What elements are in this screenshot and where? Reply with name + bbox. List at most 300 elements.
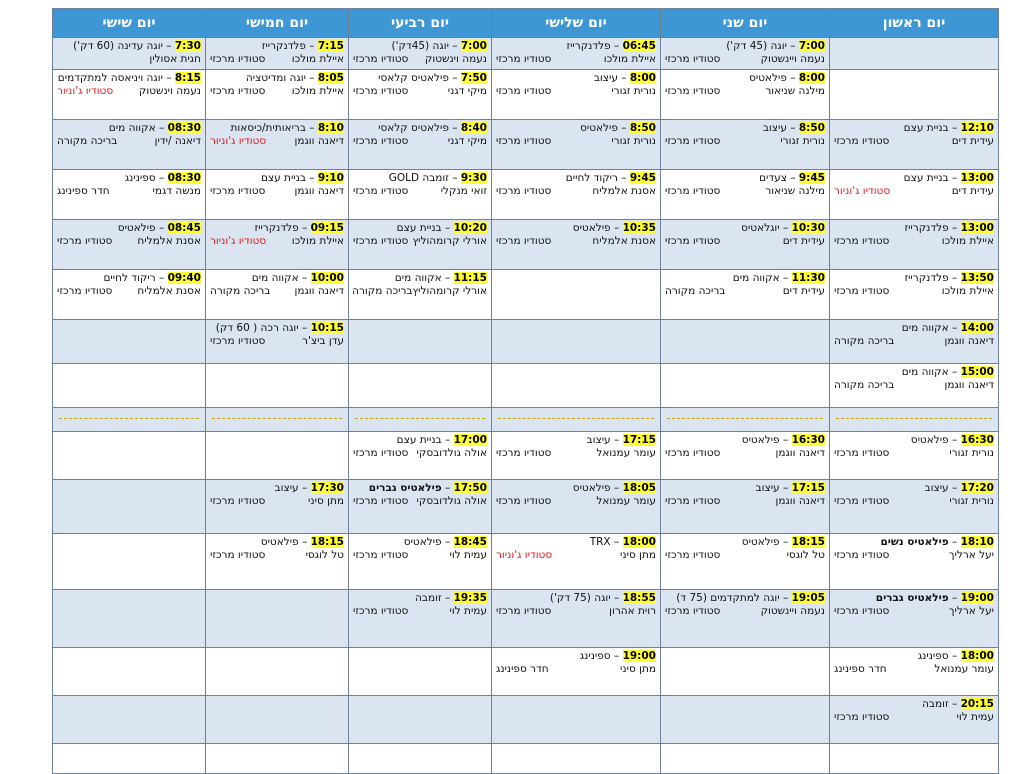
room-name: סטודיו מרכזי (210, 85, 266, 97)
class-cell (830, 320, 999, 364)
instructor-name: עידית דים (951, 185, 994, 197)
class-details-line (353, 549, 487, 562)
class-details-line (834, 285, 994, 298)
class-entry (53, 220, 205, 249)
class-entry (830, 170, 998, 199)
instructor-name: עומר עמנואל (934, 663, 994, 675)
class-name: בניית עצם (396, 434, 442, 446)
instructor-name: מתן סיני (620, 549, 656, 561)
class-entry (206, 220, 348, 249)
class-name: ספינינג (917, 650, 949, 662)
class-title-line: 06:45 – פלדנקרייז (566, 40, 656, 52)
room-name: סטודיו מרכזי (496, 447, 552, 459)
room-name: סטודיו מרכזי (665, 85, 721, 97)
room-name: סטודיו מרכזי (353, 549, 409, 561)
separator-cell (661, 408, 830, 432)
class-details-line (353, 85, 487, 98)
class-cell (349, 534, 492, 590)
class-name: בריאותית/כיסאות (230, 122, 306, 134)
class-title-line: 08:30 – אקווה מים (108, 122, 201, 134)
class-time: 17:00 (453, 434, 487, 446)
class-name: זומבה GOLD (388, 172, 449, 184)
dashed-separator (59, 415, 199, 419)
instructor-name: עידית דים (782, 285, 825, 297)
class-entry (830, 480, 998, 509)
class-entry (349, 432, 491, 461)
class-name: פלדנקרייז (566, 40, 611, 52)
class-title-line: 12:10 – בניית עצם (903, 122, 994, 134)
instructor-name: נעמה ויינשטוק (760, 53, 825, 65)
class-entry (206, 534, 348, 563)
class-cell (349, 432, 492, 480)
class-details-line (210, 285, 344, 298)
room-name: סטודיו מרכזי (834, 235, 890, 247)
room-name: סטודיו מרכזי (834, 549, 890, 561)
class-name: פילאטיס (117, 222, 156, 234)
separator-cell (830, 408, 999, 432)
class-cell (53, 70, 206, 120)
class-details-line (353, 135, 487, 148)
class-time: 15:00 (960, 366, 994, 378)
class-details-line (353, 53, 487, 66)
class-entry (492, 220, 660, 249)
instructor-name: מתן סיני (308, 495, 344, 507)
class-cell (206, 220, 349, 270)
schedule-row (53, 590, 999, 648)
room-name: סטודיו מרכזי (496, 85, 552, 97)
class-details-line (210, 335, 344, 348)
class-details-line (496, 235, 656, 248)
class-name: יוגה ויניאסה למתקדמים (57, 72, 163, 84)
class-time: 8:50 (798, 122, 825, 134)
class-name: יוגה רכה ( 60 דק) (215, 322, 299, 334)
room-name: סטודיו מרכזי (665, 235, 721, 247)
class-title-line: 14:00 – אקווה מים (901, 322, 994, 334)
class-details-line (210, 53, 344, 66)
class-name: אקווה מים (732, 272, 780, 284)
class-cell (53, 120, 206, 170)
room-name: סטודיו מרכזי (210, 53, 266, 65)
class-name: פילאטיס (741, 434, 780, 446)
class-cell (661, 170, 830, 220)
class-cell (830, 120, 999, 170)
class-cell (492, 70, 661, 120)
class-cell (206, 170, 349, 220)
class-title-line: 08:45 – פילאטיס (117, 222, 201, 234)
empty-cell (661, 648, 830, 696)
dashed-separator (212, 415, 342, 419)
class-time: 9:30 (460, 172, 487, 184)
room-name: סטודיו ג'וניור (834, 185, 891, 197)
class-details-line (834, 379, 994, 392)
day-header-sunday: יום ראשון (830, 9, 999, 38)
room-name: סטודיו מרכזי (834, 495, 890, 507)
room-name: סטודיו מרכזי (353, 235, 409, 247)
class-title-line: 16:30 – פילאטיס (741, 434, 825, 446)
class-title-line: 18:45 – פילאטיס (403, 536, 487, 548)
room-name: סטודיו מרכזי (665, 135, 721, 147)
class-time: 18:00 (622, 536, 656, 548)
empty-cell (349, 364, 492, 408)
class-time: 18:55 (622, 592, 656, 604)
weekly-schedule-table (52, 8, 999, 774)
room-name: חדר ספינינג (57, 185, 110, 197)
class-entry (53, 270, 205, 299)
day-header-thursday: יום חמישי (206, 9, 349, 38)
room-name: סטודיו מרכזי (496, 605, 552, 617)
instructor-name: עידית דים (782, 235, 825, 247)
class-time: 19:00 (960, 592, 994, 604)
class-time: 08:30 (167, 122, 201, 134)
class-title-line: 7:00 – יוגה (45דק') (391, 40, 487, 52)
class-details-line (665, 185, 825, 198)
empty-cell (53, 648, 206, 696)
class-entry (830, 364, 998, 393)
class-name: ספינינג (124, 172, 156, 184)
class-time: 10:35 (622, 222, 656, 234)
class-time: 9:45 (798, 172, 825, 184)
instructor-name: טל לוגסי (305, 549, 344, 561)
separator-cell (206, 408, 349, 432)
class-entry (830, 320, 998, 349)
class-details-line (665, 285, 825, 298)
class-title-line: 11:30 – אקווה מים (732, 272, 825, 284)
room-name: סטודיו מרכזי (665, 185, 721, 197)
class-title-line: 8:10 – בריאותית/כיסאות (230, 122, 344, 134)
class-details-line (665, 495, 825, 508)
room-name: סטודיו מרכזי (496, 495, 552, 507)
room-name: סטודיו מרכזי (834, 285, 890, 297)
class-time: 13:00 (960, 172, 994, 184)
instructor-name: מילנה שניאור (765, 185, 825, 197)
class-name: פילאטיס (403, 536, 442, 548)
room-name: סטודיו מרכזי (496, 235, 552, 247)
instructor-name: נורית זגורי (780, 135, 825, 147)
class-details-line (496, 185, 656, 198)
room-name: סטודיו מרכזי (353, 495, 409, 507)
class-title-line: 8:40 – פילאטיס קלאסי (378, 122, 487, 134)
class-entry (830, 534, 998, 563)
class-time: 10:15 (310, 322, 344, 334)
dashed-separator (355, 415, 485, 419)
class-cell (830, 696, 999, 744)
class-name: פילאטיס קלאסי (378, 122, 449, 134)
room-name: סטודיו מרכזי (210, 335, 266, 347)
class-details-line (57, 53, 201, 66)
class-details-line (496, 135, 656, 148)
room-name: סטודיו מרכזי (353, 185, 409, 197)
class-cell (349, 220, 492, 270)
class-title-line: 13:00 – בניית עצם (903, 172, 994, 184)
class-title-line: 11:15 – אקווה מים (394, 272, 487, 284)
instructor-name: עמית לוי (956, 711, 994, 723)
instructor-name: דיאנה ווגמן (944, 379, 994, 391)
instructor-name: אורלי קרומהוליץ (412, 235, 487, 247)
class-name: יוגה ומדיטציה (245, 72, 306, 84)
room-name: סטודיו מרכזי (210, 185, 266, 197)
class-details-line (353, 447, 487, 460)
class-entry (206, 38, 348, 67)
class-name: עיצוב (755, 482, 780, 494)
class-details-line (834, 185, 994, 198)
room-name: בריכה מקורה (210, 285, 271, 297)
class-details-line (665, 135, 825, 148)
class-title-line: 9:30 – זומבה GOLD (388, 172, 487, 184)
room-name: סטודיו מרכזי (834, 135, 890, 147)
class-details-line (57, 285, 201, 298)
class-cell (661, 534, 830, 590)
class-time: 8:00 (798, 72, 825, 84)
class-time: 7:50 (460, 72, 487, 84)
class-details-line (665, 447, 825, 460)
class-name: בניית עצם (260, 172, 306, 184)
class-cell (661, 38, 830, 70)
class-name: פילאטיס נשים (880, 536, 949, 548)
class-details-line (57, 85, 201, 98)
class-name: ריקוד לחיים (565, 172, 618, 184)
class-title-line: 17:20 – עיצוב (924, 482, 994, 494)
separator-cell (53, 408, 206, 432)
empty-cell (206, 364, 349, 408)
class-cell (492, 38, 661, 70)
class-title-line: 17:30 – עיצוב (274, 482, 344, 494)
class-title-line: 16:30 – פילאטיס (910, 434, 994, 446)
instructor-name: דיאנה ווגמן (294, 135, 344, 147)
room-name: חדר ספינינג (496, 663, 549, 675)
class-entry (661, 534, 829, 563)
instructor-name: עמית לוי (449, 605, 487, 617)
class-title-line: 20:15 – זומבה (922, 698, 994, 710)
class-name: פלדנקרייז (904, 272, 949, 284)
room-name: סטודיו מרכזי (353, 605, 409, 617)
class-title-line: 9:45 – צעדים (759, 172, 825, 184)
instructor-name: עידית דים (951, 135, 994, 147)
class-time: 9:45 (629, 172, 656, 184)
empty-cell (492, 744, 661, 774)
class-details-line (834, 235, 994, 248)
room-name: סטודיו מרכזי (210, 495, 266, 507)
class-time: 7:00 (460, 40, 487, 52)
class-cell (349, 480, 492, 534)
class-title-line: 17:00 – בניית עצם (396, 434, 487, 446)
class-cell (349, 120, 492, 170)
empty-cell (53, 364, 206, 408)
class-name: פלדנקרייז (904, 222, 949, 234)
class-name: עיצוב (593, 72, 618, 84)
class-cell (830, 220, 999, 270)
class-time: 8:10 (317, 122, 344, 134)
class-entry (830, 590, 998, 619)
room-name: בריכה מקורה (834, 379, 895, 391)
empty-cell (53, 534, 206, 590)
schedule-row (53, 744, 999, 774)
class-time: 08:45 (167, 222, 201, 234)
class-details-line (834, 135, 994, 148)
class-cell (492, 648, 661, 696)
empty-cell (206, 590, 349, 648)
class-title-line: 7:15 – פלדנקרייז (261, 40, 344, 52)
class-cell (492, 534, 661, 590)
class-time: 19:35 (453, 592, 487, 604)
instructor-name: איילת מולכו (941, 285, 994, 297)
class-entry (661, 220, 829, 249)
class-title-line: 7:00 – יוגה (45 דק') (726, 40, 825, 52)
class-name: אקווה מים (108, 122, 156, 134)
empty-cell (349, 696, 492, 744)
class-entry (492, 432, 660, 461)
class-cell (492, 480, 661, 534)
class-cell (830, 432, 999, 480)
class-details-line (665, 53, 825, 66)
class-details-line (834, 605, 994, 618)
class-title-line: 19:00 – ספינינג (579, 650, 656, 662)
class-entry (661, 432, 829, 461)
class-details-line (834, 711, 994, 724)
schedule-row (53, 38, 999, 70)
class-cell (53, 270, 206, 320)
room-name: בריכה מקורה (352, 285, 413, 297)
instructor-name: איילת מולכו (291, 235, 344, 247)
class-title-line: 8:00 – פילאטיס (749, 72, 825, 84)
class-cell (206, 38, 349, 70)
room-name: סטודיו מרכזי (496, 185, 552, 197)
separator-cell (492, 408, 661, 432)
class-name: פילאטיס (910, 434, 949, 446)
class-time: 19:00 (622, 650, 656, 662)
instructor-name: נורית זגורי (611, 135, 656, 147)
class-details-line (834, 335, 994, 348)
class-title-line: 10:35 – פילאטיס (572, 222, 656, 234)
class-entry (492, 480, 660, 509)
class-title-line: 09:40 – ריקוד לחיים (103, 272, 201, 284)
instructor-name: דיאנה ווגמן (775, 495, 825, 507)
class-entry (349, 170, 491, 199)
class-time: 08:30 (167, 172, 201, 184)
room-name: סטודיו מרכזי (665, 605, 721, 617)
class-cell (492, 590, 661, 648)
class-title-line: 10:00 – אקווה מים (251, 272, 344, 284)
empty-cell (206, 744, 349, 774)
class-time: 17:30 (310, 482, 344, 494)
class-time: 7:30 (174, 40, 201, 52)
class-title-line: 9:10 – בניית עצם (260, 172, 344, 184)
class-details-line (496, 85, 656, 98)
day-header-row (53, 9, 999, 38)
class-cell (661, 120, 830, 170)
class-cell (492, 220, 661, 270)
class-time: 8:15 (174, 72, 201, 84)
class-time: 13:50 (960, 272, 994, 284)
class-time: 20:15 (960, 698, 994, 710)
class-cell (206, 480, 349, 534)
class-name: פילאטיס (572, 222, 611, 234)
class-title-line: 10:15 – יוגה רכה ( 60 דק) (215, 322, 344, 334)
class-name: אקווה מים (901, 322, 949, 334)
day-header-wednesday: יום רביעי (349, 9, 492, 38)
class-entry (349, 70, 491, 99)
class-title-line: 15:00 – אקווה מים (901, 366, 994, 378)
schedule-row (53, 70, 999, 120)
class-cell (661, 480, 830, 534)
class-entry (830, 120, 998, 149)
class-title-line: 18:00 – TRX (589, 536, 656, 548)
room-name: סטודיו מרכזי (496, 135, 552, 147)
class-time: 17:20 (960, 482, 994, 494)
instructor-name: איילת מולכו (603, 53, 656, 65)
class-entry (661, 270, 829, 299)
class-title-line: 18:55 – יוגה (75 דק') (549, 592, 656, 604)
class-cell (349, 170, 492, 220)
class-details-line (496, 605, 656, 618)
class-time: 09:40 (167, 272, 201, 284)
room-name: בריכה מקורה (665, 285, 726, 297)
room-name: חדר ספינינג (834, 663, 887, 675)
class-name: אקווה מים (901, 366, 949, 378)
class-details-line (210, 185, 344, 198)
empty-cell (53, 696, 206, 744)
schedule-row (53, 696, 999, 744)
class-details-line (496, 663, 656, 676)
class-cell (830, 364, 999, 408)
class-entry (53, 70, 205, 99)
class-time: 9:10 (317, 172, 344, 184)
instructor-name: אורלי קרומהוליץ (412, 285, 487, 297)
class-time: 7:00 (798, 40, 825, 52)
instructor-name: אסנת אלמליח (137, 285, 201, 297)
class-entry (830, 270, 998, 299)
class-time: 18:05 (622, 482, 656, 494)
class-title-line: 18:15 – פילאטיס (741, 536, 825, 548)
class-name: יוגה (45 דק') (726, 40, 787, 52)
class-title-line: 18:10 – פילאטיס נשים (880, 536, 994, 548)
class-entry (661, 38, 829, 67)
instructor-name: יעל ארליך (948, 605, 994, 617)
class-cell (206, 270, 349, 320)
room-name: סטודיו מרכזי (834, 605, 890, 617)
class-name: זומבה (922, 698, 949, 710)
class-cell (661, 220, 830, 270)
class-title-line: 13:50 – פלדנקרייז (904, 272, 994, 284)
empty-cell (349, 744, 492, 774)
class-name: פילאטיס קלאסי (378, 72, 449, 84)
class-entry (492, 38, 660, 67)
room-name: סטודיו מרכזי (665, 495, 721, 507)
class-title-line: 19:35 – זומבה (415, 592, 487, 604)
class-entry (53, 170, 205, 199)
class-cell (830, 270, 999, 320)
instructor-name: מילנה שניאור (765, 85, 825, 97)
class-time: 09:15 (310, 222, 344, 234)
class-entry (492, 648, 660, 677)
class-cell (206, 320, 349, 364)
class-time: 10:00 (310, 272, 344, 284)
class-title-line: 18:05 – פילאטיס (572, 482, 656, 494)
room-name: סטודיו מרכזי (353, 53, 409, 65)
instructor-name: אסנת אלמליח (592, 235, 656, 247)
class-cell (661, 70, 830, 120)
class-details-line (210, 549, 344, 562)
room-name: סטודיו מרכזי (210, 549, 266, 561)
empty-cell (349, 648, 492, 696)
class-details-line (353, 185, 487, 198)
empty-cell (492, 696, 661, 744)
instructor-name: איילת מולכו (941, 235, 994, 247)
empty-cell (206, 648, 349, 696)
class-time: 7:15 (317, 40, 344, 52)
room-name: סטודיו מרכזי (665, 53, 721, 65)
schedule-row (53, 270, 999, 320)
class-entry (830, 696, 998, 725)
